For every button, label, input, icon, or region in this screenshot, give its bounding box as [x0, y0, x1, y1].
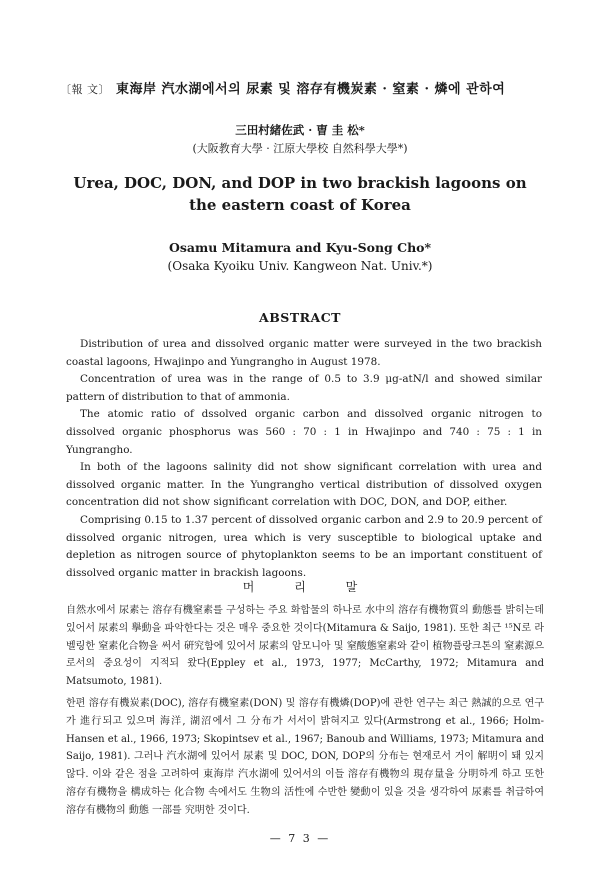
abstract-paragraph: Distribution of urea and dissolved organic matter were surveyed in the two brackish coastal lagoons, Hwajinpo and Yungrangho in August 1978.	[66, 338, 542, 368]
article-type-tag: 〔報 文〕	[60, 83, 110, 96]
english-affiliation: (Osaka Kyoiku Univ. Kangweon Nat. Univ.*)	[167, 259, 433, 273]
page-number: — 7 3 —	[269, 832, 331, 845]
korean-affiliation: (大阪教育大學 · 江原大學校 自然科學大學*)	[192, 142, 408, 155]
body-paragraph: 自然水에서 尿素는 溶存有機窒素를 구성하는 주요 화합물의 하나로 水中의 溶存有機物質의 動態를 밝히는데 있어서 尿素의 擧動을 파악한다는 것은 매우 중요한 것이다(Mitamura & Saijo, 1981). 또한 최근 ¹⁵N로 라벨링한 窒素化合物을 써서 硏究함에 있어서 尿素의 암모니아 및 窒酸態窒素와 같이 植物플랑크톤의 窒素源으로서의 중요성이 지적되 왔다(Eppley et al., 1973, 1977; McCarthy, 1972; Mitamura and Matsumoto, 1981).	[66, 605, 544, 688]
abstract-body	[66, 336, 542, 582]
abstract-paragraph: The atomic ratio of dssolved organic carbon and dissolved organic nitrogen to dissolved organic phosphorus was 560 : 70 : 1 in Hwajinpo and 740 : 75 : 1 in Yungrangho.	[66, 408, 542, 456]
korean-authors: 三田村緒佐武 · 曺 圭 松*	[235, 123, 365, 137]
body-paragraph: 한편 溶存有機炭素(DOC), 溶存有機窒素(DON) 및 溶存有機燐(DOP)에 관한 연구는 최근 熱誠的으로 연구가 進行되고 있으며 海洋, 湖沼에서 그 分布가 서서이 밝혀지고 있다(Armstrong et al., 1966; Holm-Hansen et al., 1966, 1973; Skopintsev et al., 1967; Banoub and Williams, 1973; Mitamura and Saijo, 1981). 그러나 汽水湖에 있어서 尿素 및 DOC, DON, DOP의 分布는 현재로서 거이 解明이 돼 있지 않다. 이와 같은 점을 고려하여 東海岸 汽水湖에 있어서의 이들 溶存有機物의 現存量을 分明하게 하고 또한 溶存有機物을 構成하는 化合物 속에서도 生物의 活性에 수반한 變動이 있을 것을 생각하여 尿素를 취급하여 溶存有機物의 動態 一部를 究明한 것이다.	[66, 697, 544, 816]
abstract-paragraph: Comprising 0.15 to 1.37 percent of dissolved organic carbon and 2.9 to 20.9 percent of dissolved organic nitrogen, urea which is very susceptible to biological uptake and depletion as nitrogen source of phytoplankton seems to be an important constituent of dissolved organic matter in brackish lagoons.	[66, 513, 542, 579]
abstract-paragraph: Concentration of urea was in the range of 0.5 to 3.9 μg-atN/l and showed similar pattern of distribution to that of ammonia.	[66, 373, 542, 403]
introduction-body	[66, 602, 544, 820]
korean-title	[60, 78, 540, 97]
english-title	[0, 172, 600, 216]
english-authors: Osamu Mitamura and Kyu-Song Cho*	[168, 240, 432, 255]
abstract-paragraph: In both of the lagoons salinity did not show significant correlation with urea and dissolved organic matter. In the Yungrangho vertical distribution of dissolved oxygen concentration did not show significant correlation with DOC, DON, and DOP, either.	[66, 461, 542, 509]
section-heading: 머 리 말	[242, 580, 376, 594]
korean-title-text: 東海岸 汽水湖에서의 尿素 및 溶存有機炭素 · 窒素 · 燐에 관하여	[116, 82, 506, 97]
english-title-line2: the eastern coast of Korea	[189, 196, 411, 214]
english-title-line1: Urea, DOC, DON, and DOP in two brackish lagoons on	[73, 174, 527, 192]
abstract-heading: ABSTRACT	[259, 310, 341, 325]
